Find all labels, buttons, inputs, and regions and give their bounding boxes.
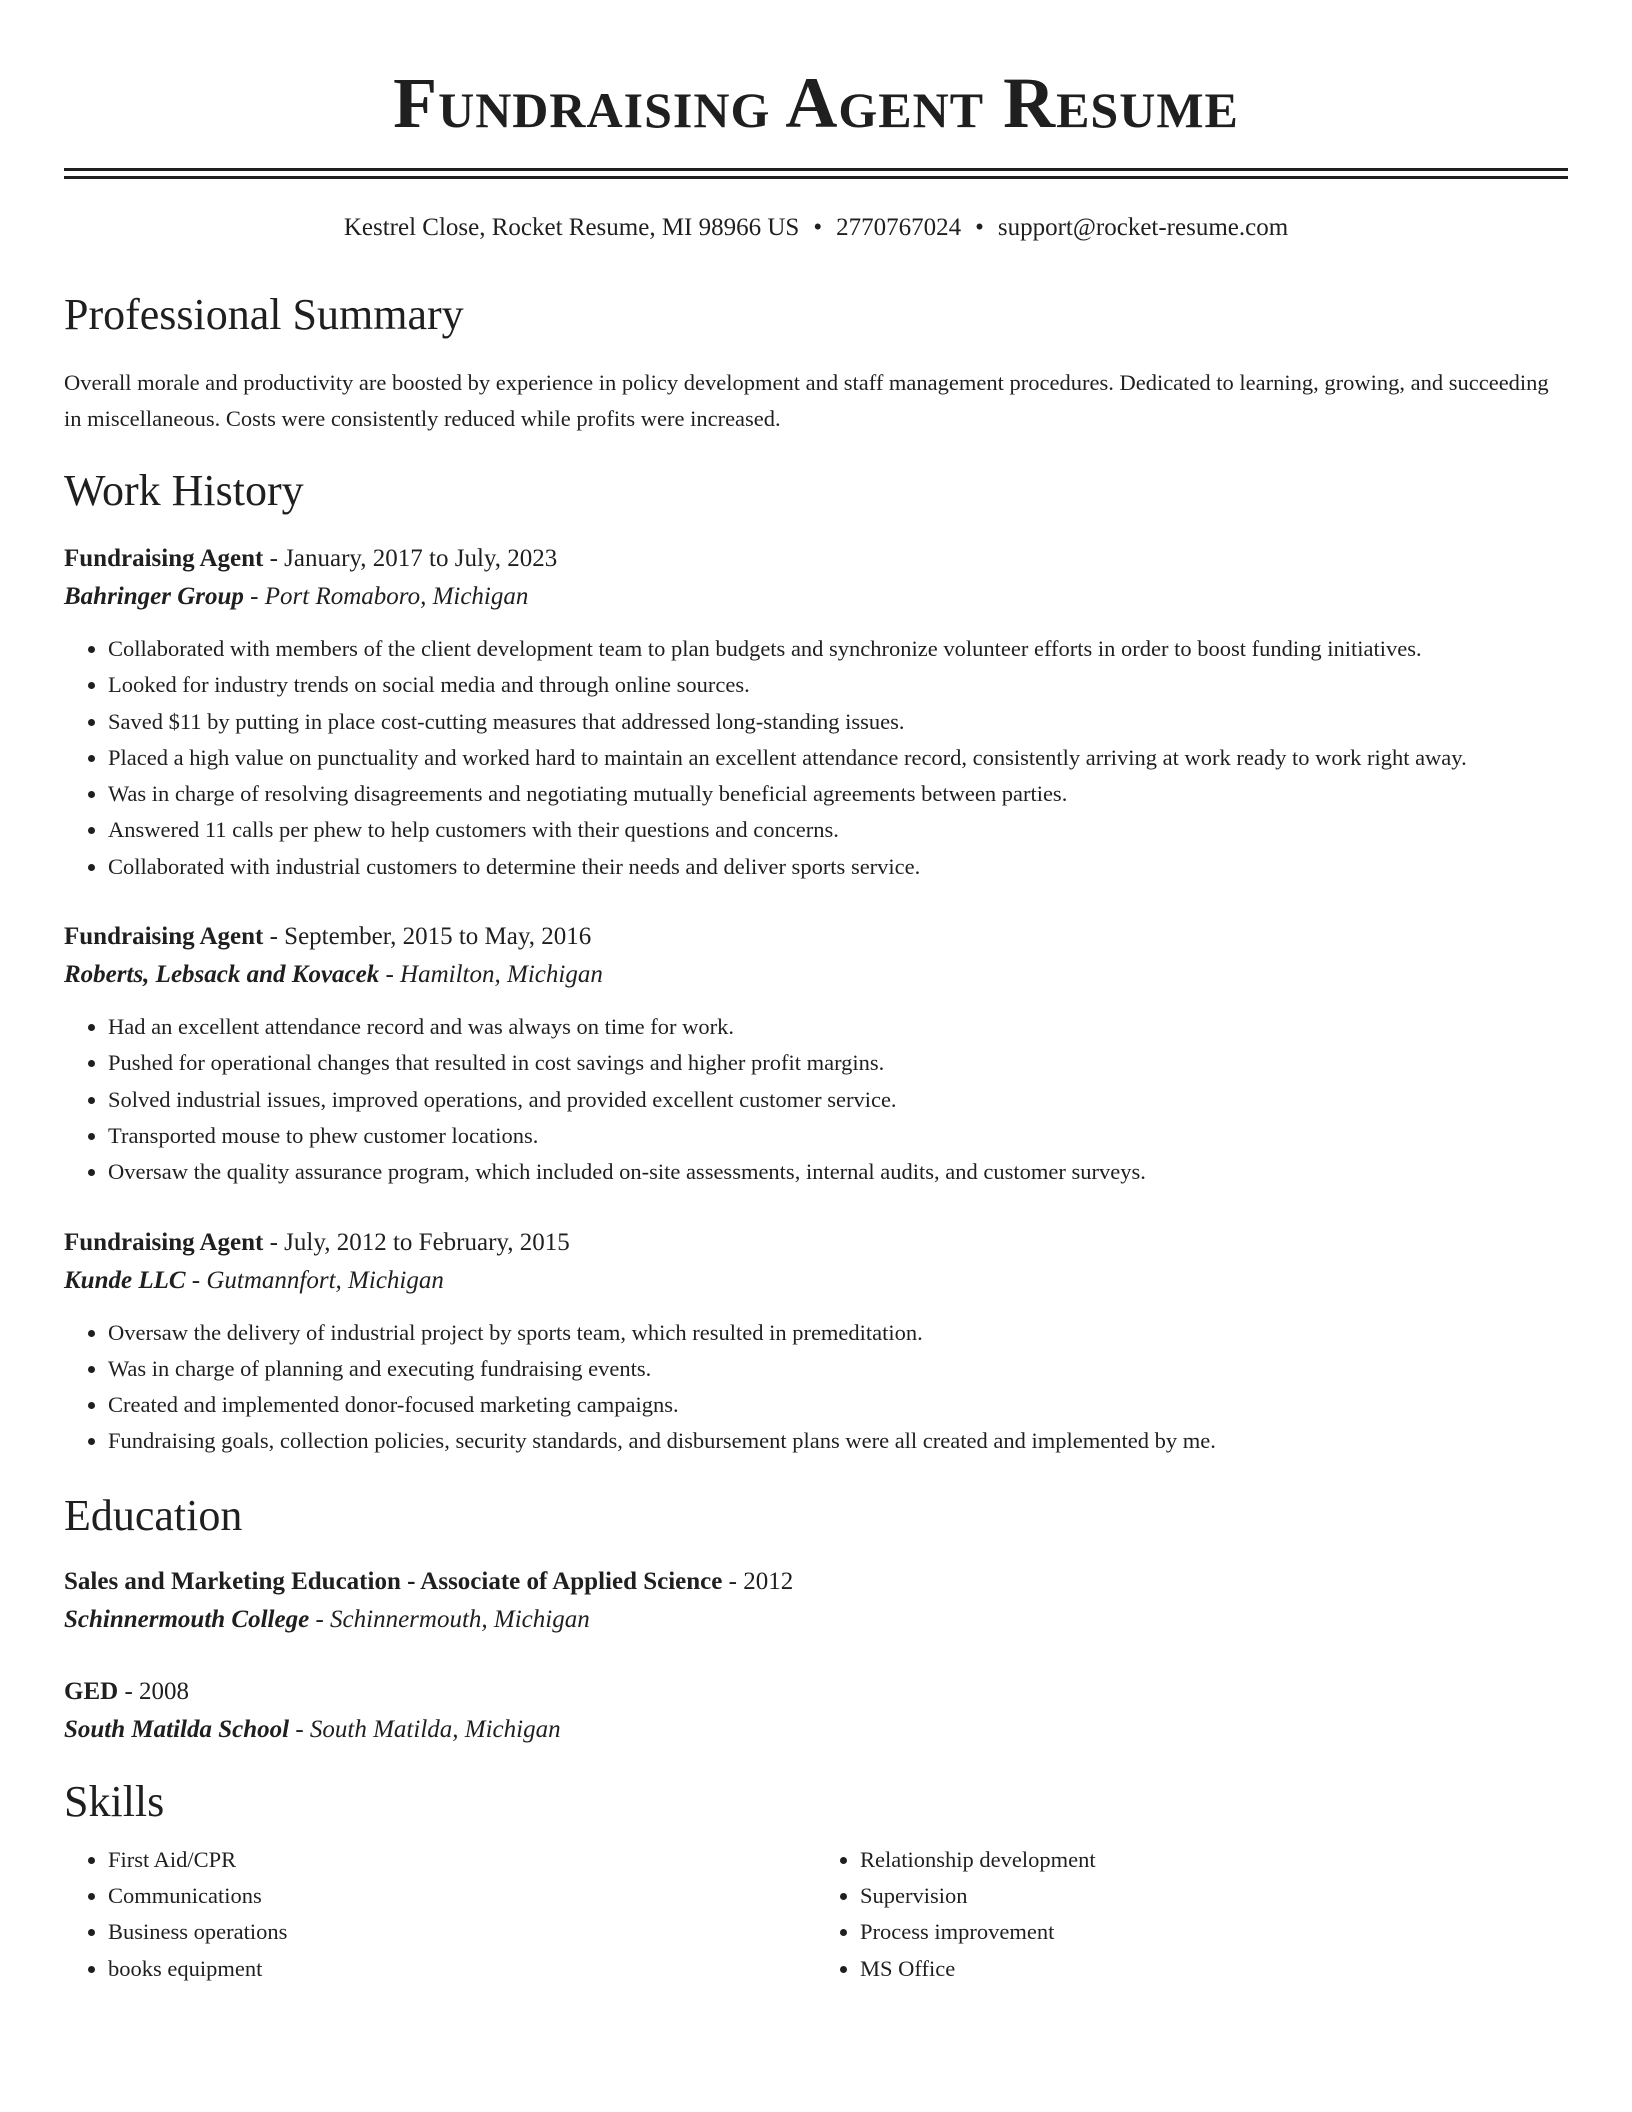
- education-year: - 2012: [722, 1567, 794, 1595]
- job-entry: [64, 919, 1568, 1190]
- contact-separator: •: [813, 214, 823, 241]
- skills-column-left: [64, 1842, 816, 1987]
- contact-address: Kestrel Close, Rocket Resume, MI 98966 US: [343, 214, 800, 241]
- job-title: Fundraising Agent: [64, 923, 264, 951]
- education-school-line: [64, 1710, 1568, 1750]
- contact-phone: 2770767024: [836, 214, 962, 241]
- list-item: • Fundraising goals, collection policies, security standards, and disbursement plans were all created and implemented by me.: [108, 1423, 1568, 1459]
- list-item: • Collaborated with members of the client development team to plan budgets and synchronize volunteer efforts in order to boost funding initiatives.: [108, 631, 1568, 667]
- list-item: • Placed a high value on punctuality and worked hard to maintain an excellent attendance record, consistently arriving at work ready to work right away.: [108, 740, 1568, 776]
- education-year: - 2008: [118, 1677, 190, 1705]
- list-item: • Oversaw the delivery of industrial project by sports team, which resulted in premeditation.: [108, 1315, 1568, 1351]
- list-item: • Was in charge of planning and executing fundraising events.: [108, 1351, 1568, 1387]
- job-entry: [64, 1225, 1568, 1460]
- education-entry: [64, 1674, 1568, 1750]
- summary-text: Overall morale and productivity are boosted by experience in policy development and staff management procedures. Dedicated to learning, growing, and succeeding in miscellaneous. Costs were consistently reduced while profits were increased.: [64, 370, 1549, 431]
- list-item: • Communications: [108, 1878, 816, 1914]
- job-title: Fundraising Agent: [64, 1228, 264, 1256]
- education-school-line: [64, 1600, 1568, 1640]
- list-item: • MS Office: [860, 1951, 1568, 1987]
- job-entry: [64, 541, 1568, 885]
- list-item: • Saved $11 by putting in place cost-cutting measures that addressed long-standing issues.: [108, 704, 1568, 740]
- job-bullets: [64, 631, 1568, 885]
- skills-column-right: [816, 1842, 1568, 1987]
- list-item: • Business operations: [108, 1914, 816, 1950]
- job-title: Fundraising Agent: [64, 545, 264, 572]
- education-school: Schinnermouth College: [64, 1605, 310, 1633]
- education-degree-line: [64, 1564, 1568, 1600]
- summary-heading: Professional Summary: [64, 290, 464, 339]
- education-school: South Matilda School: [64, 1715, 290, 1743]
- list-item: • Relationship development: [860, 1842, 1568, 1878]
- list-item: • Transported mouse to phew customer locations.: [108, 1118, 1568, 1154]
- job-company: Kunde LLC: [64, 1266, 186, 1294]
- job-title-line: [64, 1225, 1568, 1261]
- title-divider: [64, 168, 1568, 179]
- education-heading: Education: [64, 1490, 243, 1540]
- contact-line: [64, 211, 1568, 245]
- job-bullets: [64, 1315, 1568, 1460]
- skills-list: [64, 1842, 1568, 1987]
- education-degree-line: [64, 1674, 1568, 1710]
- list-item: • Collaborated with industrial customers to determine their needs and deliver sports service.: [108, 849, 1568, 885]
- list-item: • Was in charge of resolving disagreements and negotiating mutually beneficial agreements between parties.: [108, 776, 1568, 812]
- job-dates: - September, 2015 to May, 2016: [263, 923, 592, 951]
- list-item: • Answered 11 calls per phew to help customers with their questions and concerns.: [108, 812, 1568, 848]
- contact-email: support@rocket-resume.com: [997, 214, 1289, 241]
- job-company-line: [64, 1261, 1568, 1301]
- job-location: - Port Romaboro, Michigan: [243, 583, 529, 610]
- job-title-line: [64, 919, 1568, 955]
- job-company-line: [64, 955, 1568, 995]
- list-item: • Had an excellent attendance record and was always on time for work.: [108, 1009, 1568, 1045]
- job-company: Bahringer Group: [64, 583, 244, 610]
- list-item: • Created and implemented donor-focused marketing campaigns.: [108, 1387, 1568, 1423]
- job-title-line: [64, 541, 1568, 577]
- job-dates: - July, 2012 to February, 2015: [263, 1228, 570, 1256]
- education-location: - Schinnermouth, Michigan: [309, 1605, 590, 1633]
- education-degree: Sales and Marketing Education - Associate of Applied Science: [64, 1567, 723, 1595]
- list-item: • Pushed for operational changes that resulted in cost savings and higher profit margins.: [108, 1045, 1568, 1081]
- job-company: Roberts, Lebsack and Kovacek: [64, 961, 380, 989]
- contact-separator: •: [975, 214, 984, 241]
- list-item: • Process improvement: [860, 1914, 1568, 1950]
- list-item: • Solved industrial issues, improved operations, and provided excellent customer service.: [108, 1082, 1568, 1118]
- page-title: Fundraising Agent Resume: [393, 63, 1239, 143]
- skills-heading: Skills: [64, 1776, 165, 1826]
- job-dates: - January, 2017 to July, 2023: [263, 545, 558, 572]
- list-item: • books equipment: [108, 1951, 816, 1987]
- job-company-line: [64, 577, 1568, 617]
- job-location: - Gutmannfort, Michigan: [185, 1266, 444, 1294]
- list-item: • Oversaw the quality assurance program, which included on-site assessments, internal audits, and customer surveys.: [108, 1154, 1568, 1190]
- list-item: • Looked for industry trends on social media and through online sources.: [108, 667, 1568, 703]
- work-history-heading: Work History: [64, 466, 304, 515]
- education-degree: GED: [64, 1677, 119, 1705]
- education-entry: [64, 1564, 1568, 1640]
- job-location: - Hamilton, Michigan: [379, 961, 603, 989]
- list-item: • Supervision: [860, 1878, 1568, 1914]
- job-bullets: [64, 1009, 1568, 1190]
- education-location: - South Matilda, Michigan: [289, 1715, 561, 1743]
- list-item: • First Aid/CPR: [108, 1842, 816, 1878]
